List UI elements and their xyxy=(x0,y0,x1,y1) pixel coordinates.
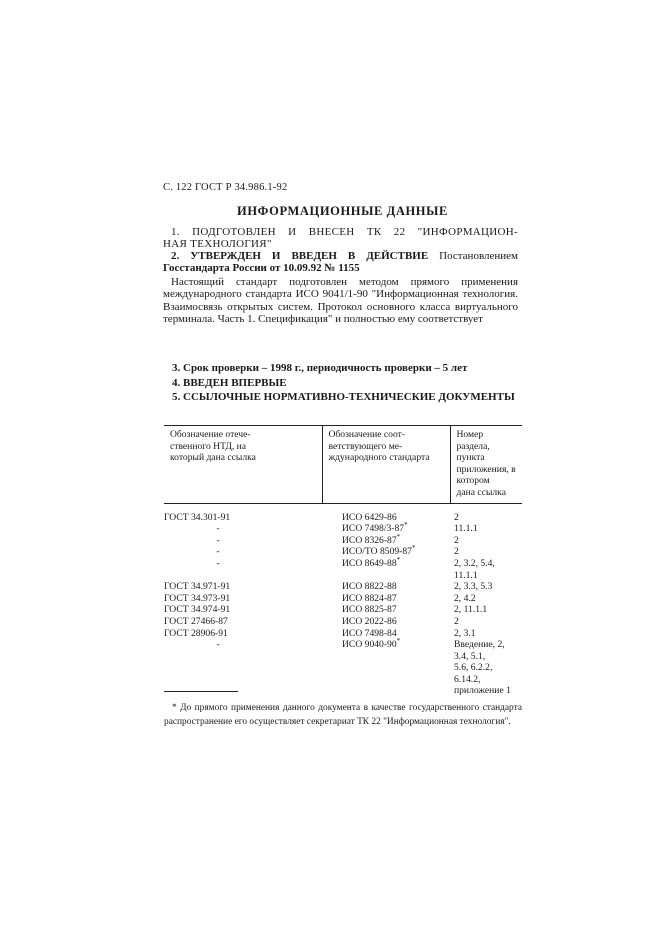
cell-section: 2 xyxy=(454,615,459,627)
table-row xyxy=(164,581,522,593)
paragraph-2-bold: 2. УТВЕРЖДЕН И ВВЕДЕН В ДЕЙСТВИЕ xyxy=(171,250,429,262)
cell-national: - xyxy=(216,639,220,651)
cell-national: ГОСТ 34.301-91 xyxy=(164,511,231,523)
column-header-international: Обозначение соот- ветствующего ме- ждународного стандарта xyxy=(322,426,450,504)
cell-section: приложение 1 xyxy=(454,685,511,697)
table-row xyxy=(164,546,522,558)
cell-international xyxy=(322,685,450,697)
cell-section: 2, 4.2 xyxy=(454,592,476,604)
cell-national: - xyxy=(216,546,220,558)
table-row xyxy=(164,604,522,616)
item-3-d: – 5 лет xyxy=(431,362,468,374)
cell-section: 2 xyxy=(454,534,459,546)
column-header-section: Номер раздела, пункта приложения, в котором дана ссылка xyxy=(450,426,522,504)
cell-section: 2 xyxy=(454,546,459,558)
table-row xyxy=(164,628,522,640)
paragraph-1-line-1: 1. ПОДГОТОВЛЕН И ВНЕСЕН ТК 22 "ИНФОРМАЦИОН- xyxy=(171,226,518,238)
cell-section: 11.1.1 xyxy=(454,523,478,535)
item-5: 5. ССЫЛОЧНЫЕ НОРМАТИВНО-ТЕХНИЧЕСКИЕ ДОКУМЕНТЫ xyxy=(172,391,515,403)
cell-national: ГОСТ 34.974-91 xyxy=(164,604,231,616)
cell-international: ИСО 8822-88 xyxy=(342,581,397,593)
item-3-a: 3. Срок проверки xyxy=(172,362,259,374)
cell-international: ИСО 8326-87* xyxy=(342,532,401,546)
table-row xyxy=(164,662,522,685)
paragraph-3-text: Настоящий стандарт подготовлен методом прямого применения международного стандарта ИСО 9041/1-90 "Информационная технология. Взаимосвязь открытых систем. Протокол основного класса виртуального терминала. Часть 1. Спецификация" и полностью ему соответствует xyxy=(163,276,518,325)
item-4: 4. ВВЕДЕН ВПЕРВЫЕ xyxy=(172,377,287,389)
paragraph-2-rest: Постановлением xyxy=(428,250,518,262)
item-3 xyxy=(172,362,467,374)
paragraph-2-line-2: Госстандарта России от 10.09.92 № 1155 xyxy=(163,262,360,275)
cell-section: Введение, 2, 3.4, 5.1, xyxy=(454,639,505,662)
cell-international: ИСО/ТО 8509-87* xyxy=(342,544,416,558)
cell-international: ИСО 2022-86 xyxy=(342,615,397,627)
cell-national: - xyxy=(216,557,220,569)
section-title: ИНФОРМАЦИОННЫЕ ДАННЫЕ xyxy=(237,204,448,218)
item-3-c: периодичность проверки xyxy=(306,362,432,374)
table-row xyxy=(164,558,522,581)
column-header-national: Обозначение отече- ственного НТД, на который дана ссылка xyxy=(164,426,322,504)
cell-national: - xyxy=(216,534,220,546)
references-table xyxy=(164,425,522,697)
cell-international: ИСО 8649-88* xyxy=(342,555,401,569)
cell-section: 2, 3.2, 5.4, 11.1.1 xyxy=(454,557,495,581)
page-header: С. 122 ГОСТ Р 34.986.1-92 xyxy=(163,182,288,193)
cell-international: ИСО 8824-87 xyxy=(342,592,397,604)
paragraph-1 xyxy=(163,226,518,251)
cell-international: ИСО 9040-90* xyxy=(342,636,401,651)
cell-international: ИСО 7498/3-87* xyxy=(342,520,408,535)
cell-section: 2 xyxy=(454,511,459,523)
table-row xyxy=(164,503,522,523)
paragraph-3 xyxy=(163,276,518,325)
cell-international: ИСО 8825-87 xyxy=(342,604,397,616)
table-row xyxy=(164,523,522,535)
cell-section: 2, 11.1.1 xyxy=(454,604,488,616)
cell-national: - xyxy=(216,523,220,535)
cell-national xyxy=(164,662,322,685)
item-3-b: – 1998 г., xyxy=(258,362,307,374)
footnote xyxy=(164,702,522,729)
footnote-divider xyxy=(164,691,238,692)
paragraph-1-line-2: НАЯ ТЕХНОЛОГИЯ" xyxy=(163,238,272,251)
cell-section: 2, 3.3, 5.3 xyxy=(454,581,493,593)
cell-international: ИСО 6429-86 xyxy=(342,511,397,523)
cell-international: ИСО 7498-84 xyxy=(342,627,397,639)
table-row xyxy=(164,593,522,605)
cell-international xyxy=(322,662,450,685)
paragraph-2 xyxy=(163,250,518,275)
table-row xyxy=(164,616,522,628)
table-row xyxy=(164,639,522,662)
cell-national: ГОСТ 34.973-91 xyxy=(164,592,231,604)
table-row xyxy=(164,535,522,547)
cell-section: 5.6, 6.2.2, 6.14.2, xyxy=(454,662,493,685)
table-header-row xyxy=(164,426,522,504)
cell-section: 2, 3.1 xyxy=(454,627,476,639)
cell-national: ГОСТ 28906-91 xyxy=(164,627,228,639)
cell-national: ГОСТ 27466-87 xyxy=(164,615,228,627)
footnote-text: * До прямого применения данного документа в качестве государственного стандарта распространение его осуществляет секретариат ТК 22 "Информационная технология". xyxy=(164,703,522,727)
cell-national: ГОСТ 34.971-91 xyxy=(164,581,231,593)
